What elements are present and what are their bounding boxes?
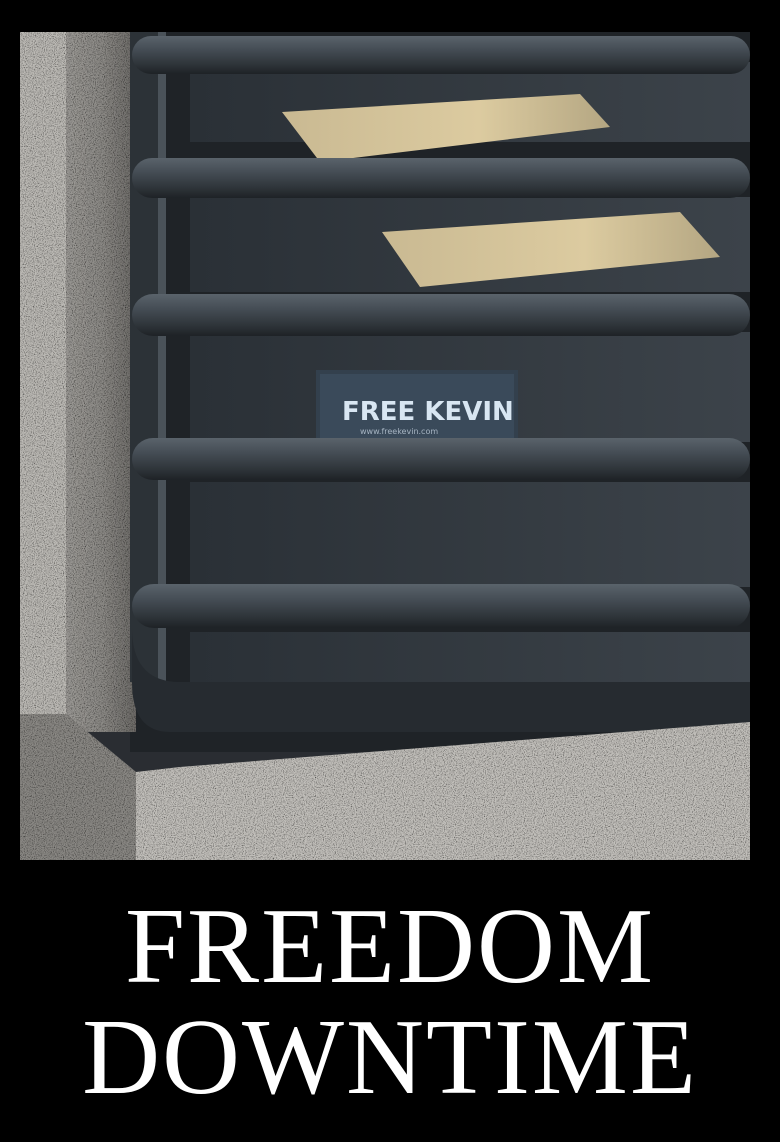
pillar-base: [20, 714, 136, 860]
title-line-freedom: FREEDOM: [124, 887, 656, 1006]
sticker-url: www.freekevin.com: [360, 427, 439, 436]
free-kevin-sticker: [316, 370, 518, 442]
stone-pillar: [66, 32, 136, 732]
photo-illustration: [20, 32, 750, 860]
title-line-downtime: DOWNTIME: [82, 998, 698, 1117]
sticker-text: FREE KEVIN: [342, 397, 514, 427]
photo-window-grille: [20, 32, 750, 860]
